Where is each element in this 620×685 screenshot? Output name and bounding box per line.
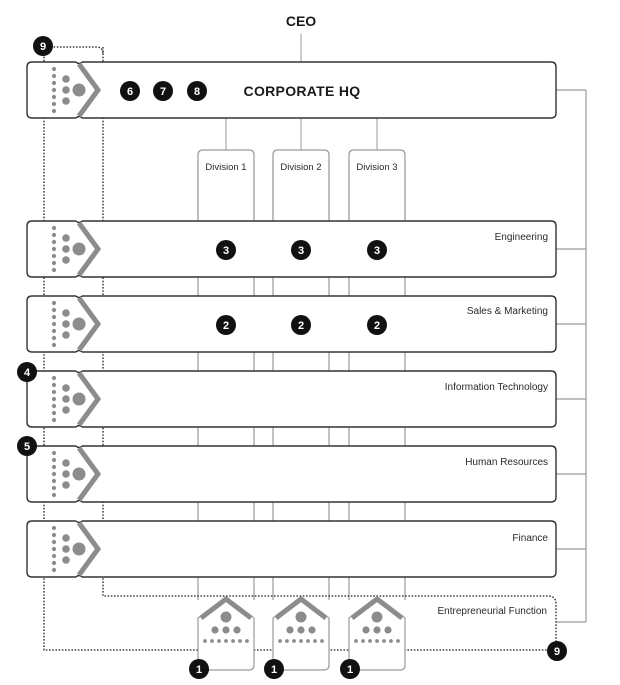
- function-row-3: [27, 371, 556, 427]
- dot: [52, 376, 56, 380]
- dot: [73, 543, 86, 556]
- badge-number: 9: [39, 41, 47, 53]
- dot: [62, 470, 70, 478]
- badge-number: 2: [297, 320, 305, 332]
- dot: [62, 86, 70, 94]
- dot: [62, 459, 70, 467]
- badge-number: 6: [126, 86, 134, 98]
- division-box-3: [349, 150, 405, 221]
- dot: [62, 406, 70, 414]
- dot: [62, 75, 70, 83]
- dot: [52, 526, 56, 530]
- dot: [52, 74, 56, 78]
- badge-number: 3: [297, 245, 305, 257]
- division-box-2: [273, 150, 329, 221]
- badge-3: [291, 240, 311, 260]
- dot: [373, 626, 380, 633]
- dot: [313, 639, 317, 643]
- badge-number: 3: [373, 245, 381, 257]
- row-body: [82, 221, 556, 277]
- badge-number: 9: [553, 646, 561, 658]
- badge-number: 5: [23, 441, 31, 453]
- function-label-human-resources: Human Resources: [465, 457, 548, 468]
- dot: [354, 639, 358, 643]
- dot: [52, 109, 56, 113]
- dot: [306, 639, 310, 643]
- badge-9-top: [33, 36, 53, 56]
- dot: [62, 545, 70, 553]
- dot: [299, 639, 303, 643]
- dot: [52, 301, 56, 305]
- row-body: [82, 371, 556, 427]
- dot: [52, 247, 56, 251]
- badges: [17, 36, 567, 679]
- function-row-4: [27, 446, 556, 502]
- dot: [52, 458, 56, 462]
- badge-1: [264, 659, 284, 679]
- dot: [217, 639, 221, 643]
- badge-7: [153, 81, 173, 101]
- unit-box: [349, 598, 405, 670]
- badge-1: [189, 659, 209, 679]
- ceo-label: CEO: [285, 13, 317, 29]
- dot: [382, 639, 386, 643]
- dot: [52, 390, 56, 394]
- division-box-1: [198, 150, 254, 221]
- dot: [73, 243, 86, 256]
- dot: [52, 418, 56, 422]
- dot: [52, 343, 56, 347]
- dot: [52, 404, 56, 408]
- dot: [52, 383, 56, 387]
- row-body: [82, 296, 556, 352]
- function-row-5: [27, 521, 556, 577]
- entrepreneurial-loop-top: [44, 47, 103, 54]
- dot: [52, 88, 56, 92]
- dot: [52, 233, 56, 237]
- row-body: [82, 446, 556, 502]
- dot: [368, 639, 372, 643]
- dot: [296, 612, 307, 623]
- dot: [52, 411, 56, 415]
- dot: [62, 97, 70, 105]
- dot: [62, 384, 70, 392]
- dot: [52, 465, 56, 469]
- dot: [52, 329, 56, 333]
- dot: [245, 639, 249, 643]
- dot: [389, 639, 393, 643]
- dot: [73, 84, 86, 97]
- dot: [308, 626, 315, 633]
- badge-number: 1: [270, 664, 278, 676]
- badge-number: 7: [159, 86, 167, 98]
- dot: [52, 451, 56, 455]
- dot: [396, 639, 400, 643]
- dot: [211, 626, 218, 633]
- badge-5: [17, 436, 37, 456]
- dot: [224, 639, 228, 643]
- dot: [231, 639, 235, 643]
- dot: [278, 639, 282, 643]
- badge-8: [187, 81, 207, 101]
- badge-3: [216, 240, 236, 260]
- dot: [52, 67, 56, 71]
- badge-number: 1: [346, 664, 354, 676]
- dot: [52, 261, 56, 265]
- dot: [292, 639, 296, 643]
- dot: [221, 612, 232, 623]
- dot: [62, 556, 70, 564]
- badge-number: 3: [222, 245, 230, 257]
- function-label-sales-marketing: Sales & Marketing: [466, 306, 548, 317]
- dot: [52, 254, 56, 258]
- dot: [375, 639, 379, 643]
- dot: [62, 395, 70, 403]
- dot: [52, 486, 56, 490]
- function-label-finance: Finance: [512, 533, 548, 544]
- dot: [52, 322, 56, 326]
- function-label-engineering: Engineering: [494, 232, 548, 243]
- badge-9-bottom: [547, 641, 567, 661]
- badge-number: 4: [23, 367, 31, 379]
- dot: [52, 397, 56, 401]
- dot: [52, 226, 56, 230]
- dot: [52, 81, 56, 85]
- dot: [52, 533, 56, 537]
- dot: [372, 612, 383, 623]
- dot: [62, 481, 70, 489]
- dot: [238, 639, 242, 643]
- dot: [52, 240, 56, 244]
- division-label-1: Division 1: [205, 162, 247, 173]
- row-body: [82, 521, 556, 577]
- dot: [222, 626, 229, 633]
- dot: [62, 309, 70, 317]
- entrepreneurial-unit-3: [349, 598, 405, 670]
- badge-number: 2: [222, 320, 230, 332]
- badge-1: [340, 659, 360, 679]
- division-label-3: Division 3: [356, 162, 398, 173]
- entrepreneurial-unit-1: [198, 598, 254, 670]
- dot: [62, 331, 70, 339]
- dot: [73, 318, 86, 331]
- dot: [384, 626, 391, 633]
- dot: [286, 626, 293, 633]
- dot: [73, 393, 86, 406]
- corporate-hq-label: CORPORATE HQ: [243, 83, 361, 99]
- dot: [73, 468, 86, 481]
- badge-number: 2: [373, 320, 381, 332]
- dot: [52, 315, 56, 319]
- dot: [52, 336, 56, 340]
- badge-number: 1: [195, 664, 203, 676]
- dot: [62, 534, 70, 542]
- dot: [52, 479, 56, 483]
- dot: [62, 234, 70, 242]
- dot: [285, 639, 289, 643]
- dot: [52, 472, 56, 476]
- function-label-information-technology: Information Technology: [444, 382, 548, 393]
- dot: [52, 540, 56, 544]
- dot: [320, 639, 324, 643]
- unit-box: [273, 598, 329, 670]
- dot: [203, 639, 207, 643]
- dot: [52, 493, 56, 497]
- unit-box: [198, 598, 254, 670]
- dot: [52, 268, 56, 272]
- badge-6: [120, 81, 140, 101]
- badge-2: [367, 315, 387, 335]
- dot: [210, 639, 214, 643]
- dot: [362, 626, 369, 633]
- dot: [233, 626, 240, 633]
- dot: [52, 102, 56, 106]
- badge-number: 8: [193, 86, 201, 98]
- division-label-2: Division 2: [280, 162, 322, 173]
- dot: [361, 639, 365, 643]
- badge-3: [367, 240, 387, 260]
- dot: [62, 245, 70, 253]
- dot: [52, 554, 56, 558]
- dot: [52, 95, 56, 99]
- dot: [52, 561, 56, 565]
- entrepreneurial-unit-2: [273, 598, 329, 670]
- badge-2: [216, 315, 236, 335]
- dot: [62, 320, 70, 328]
- badge-4: [17, 362, 37, 382]
- dot: [62, 256, 70, 264]
- entrepreneurial-function-label: Entrepreneurial Function: [437, 606, 547, 617]
- dot: [52, 547, 56, 551]
- dot: [52, 308, 56, 312]
- dot: [297, 626, 304, 633]
- badge-2: [291, 315, 311, 335]
- dot: [52, 568, 56, 572]
